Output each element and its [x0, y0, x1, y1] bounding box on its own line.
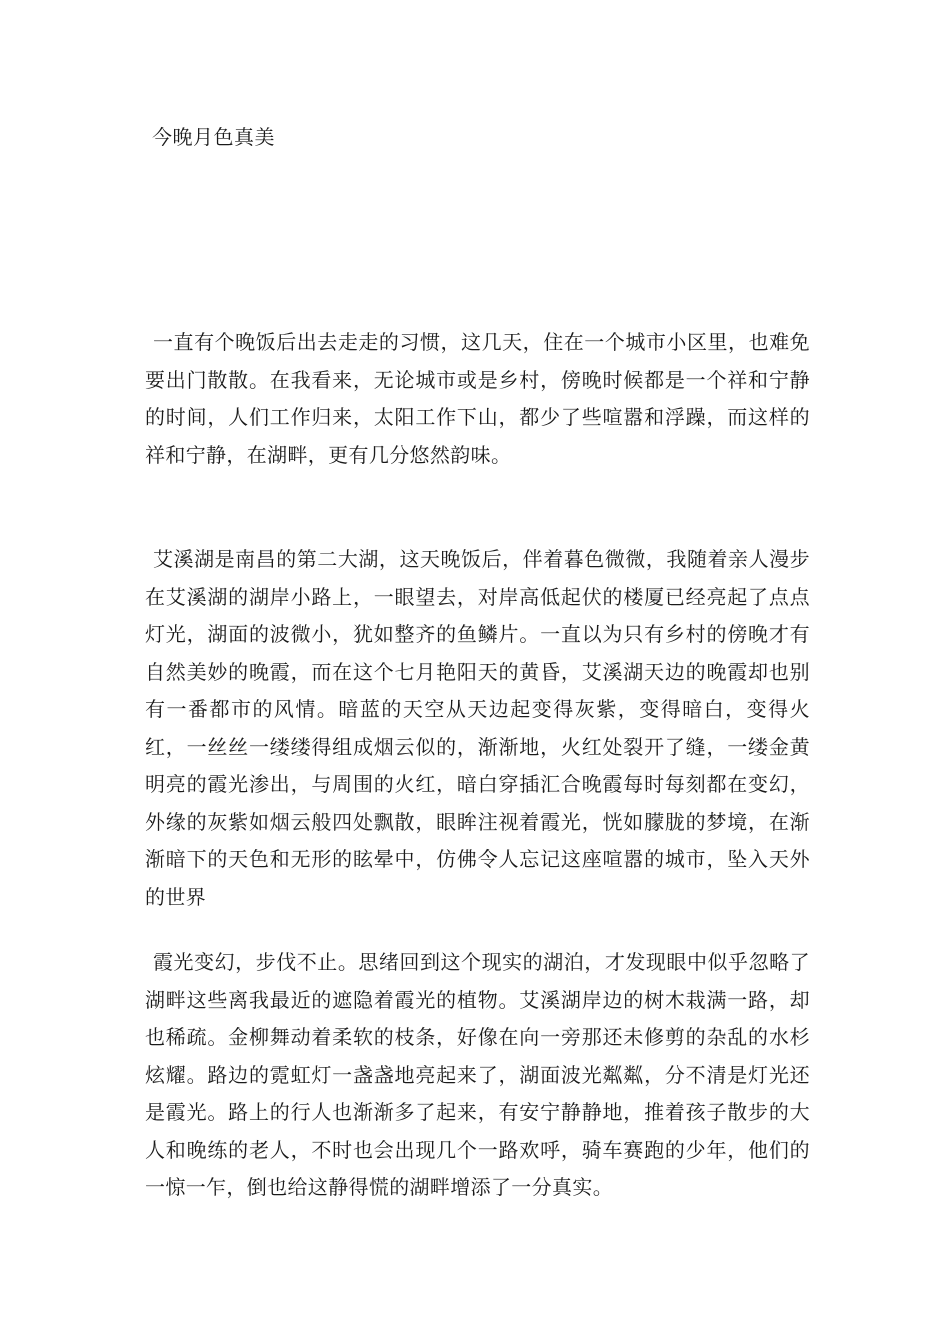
document-title: 今晚月色真美 [152, 125, 275, 149]
paragraph-3: 霞光变幻，步伐不止。思绪回到这个现实的湖泊，才发现眼中似乎忽略了湖畔这些离我最近的遮隐着霞光的植物。艾溪湖岸边的树木栽满一路，却也稀疏。金柳舞动着柔软的枝条，好像在向一旁那还未修剪的杂乱的水杉炫耀。路边的霓虹灯一盏盏地亮起来了，湖面波光粼粼，分不清是灯光还是霞光。路上的行人也渐渐多了起来，有安宁静静地，推着孩子散步的大人和晚练的老人，不时也会出现几个一路欢呼，骑车赛跑的少年，他们的一惊一乍，倒也给这静得慌的湖畔增添了一分真实。 [145, 950, 810, 1199]
paragraph-2: 艾溪湖是南昌的第二大湖，这天晚饭后，伴着暮色微微，我随着亲人漫步在艾溪湖的湖岸小路上，一眼望去，对岸高低起伏的楼厦已经亮起了点点灯光，湖面的波微小，犹如整齐的鱼鳞片。一直以为只有乡村的傍晚才有自然美妙的晚霞，而在这个七月艳阳天的黄昏，艾溪湖天边的晚霞却也别有一番都市的风情。暗蓝的天空从天边起变得灰紫，变得暗白，变得火红，一丝丝一缕缕得组成烟云似的，渐渐地，火红处裂开了缝，一缕金黄明亮的霞光渗出，与周围的火红，暗白穿插汇合晚霞每时每刻都在变幻，外缘的灰紫如烟云般四处飘散，眼眸注视着霞光，恍如朦胧的梦境，在渐渐暗下的天色和无形的眩晕中，仿佛令人忘记这座喧嚣的城市，坠入天外的世界 [145, 547, 810, 909]
paragraph-1: 一直有个晚饭后出去走走的习惯，这几天，住在一个城市小区里，也难免要出门散散。在我看来，无论城市或是乡村，傍晚时候都是一个祥和宁静的时间，人们工作归来，太阳工作下山，都少了些喧嚣和浮躁，而这样的祥和宁静，在湖畔，更有几分悠然韵味。 [145, 330, 810, 467]
